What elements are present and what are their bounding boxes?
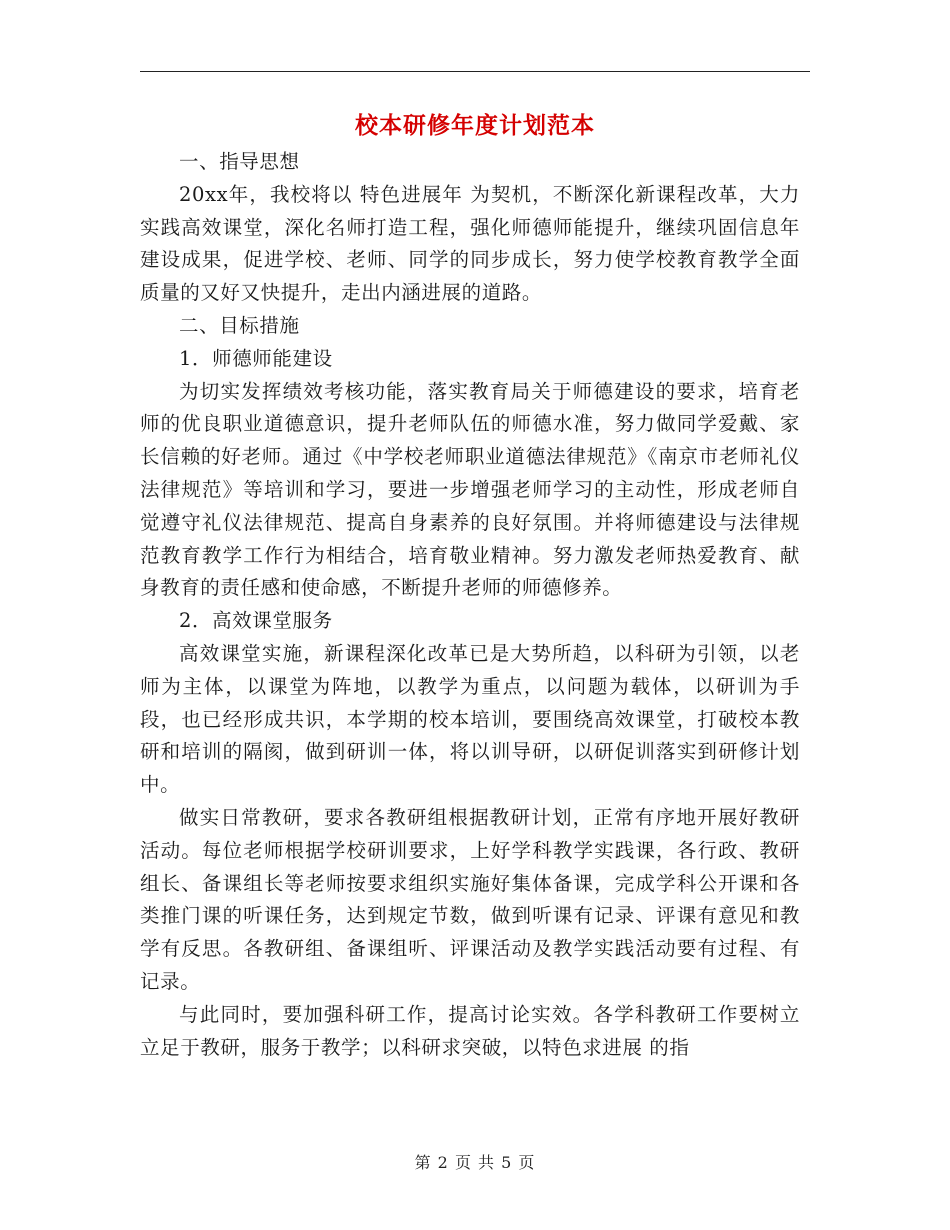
document-body xyxy=(140,146,800,1064)
document-title: 校本研修年度计划范本 xyxy=(355,112,595,139)
subheading-efficient-classroom: 2．高效课堂服务 xyxy=(179,609,333,633)
paragraph-daily-teaching-research: 做实日常教研，要求各教研组根据教研计划，正常有序地开展好教研活动。每位老师根据学校研训要求，上好学科教学实践课，各行政、教研组长、备课组长等老师按要求组织实施好集体备课，完成学科公开课和各类推门课的听课任务，达到规定节数，做到听课有记录、评课有意见和教学有反思。各教研组、备课组听、评课活动及教学实践活动要有过程、有记录。 xyxy=(140,805,800,993)
paragraph-research-work: 与此同时，要加强科研工作，提高讨论实效。各学科教研工作要树立 立足于教研，服务于教学；以科研求突破，以特色求进展 的指 xyxy=(140,1002,800,1059)
paragraph-guiding-ideology: 20xx年，我校将以 特色进展年 为契机，不断深化新课程改革，大力实践高效课堂，深化名师打造工程，强化师德师能提升，继续巩固信息年建设成果，促进学校、老师、同学的同步成长，努力使学校教育教学全面质量的又好又快提升，走出内涵进展的道路。 xyxy=(140,182,800,305)
subheading-teacher-ethics: 1．师德师能建设 xyxy=(179,346,333,370)
section-heading-guiding-ideology: 一、指导思想 xyxy=(179,150,300,173)
section-heading-goals-measures: 二、目标措施 xyxy=(179,313,300,337)
header-rule xyxy=(140,71,810,72)
paragraph-teacher-ethics: 为切实发挥绩效考核功能，落实教育局关于师德建设的要求，培育老师的优良职业道德意识，提升老师队伍的师德水准，努力做同学爱戴、家长信赖的好老师。通过《中学校老师职业道德法律规范》《南京市老师礼仪法律规范》等培训和学习，要进一步增强老师学习的主动性，形成老师自觉遵守礼仪法律规范、提高自身素养的良好氛围。并将师德建设与法律规范教育教学工作行为相结合，培育敬业精神。努力激发老师热爱教育、献身教育的责任感和使命感，不断提升老师的师德修养。 xyxy=(140,379,800,600)
paragraph-efficient-classroom: 高效课堂实施，新课程深化改革已是大势所趋，以科研为引领，以老师为主体，以课堂为阵地，以教学为重点，以问题为载体，以研训为手段，也已经形成共识，本学期的校本培训，要围绕高效课堂，打破校本教研和培训的隔阂，做到研训一体，将以训导研，以研促训落实到研修计划中。 xyxy=(140,641,800,797)
page-indicator: 第 2 页 共 5 页 xyxy=(414,1153,536,1172)
